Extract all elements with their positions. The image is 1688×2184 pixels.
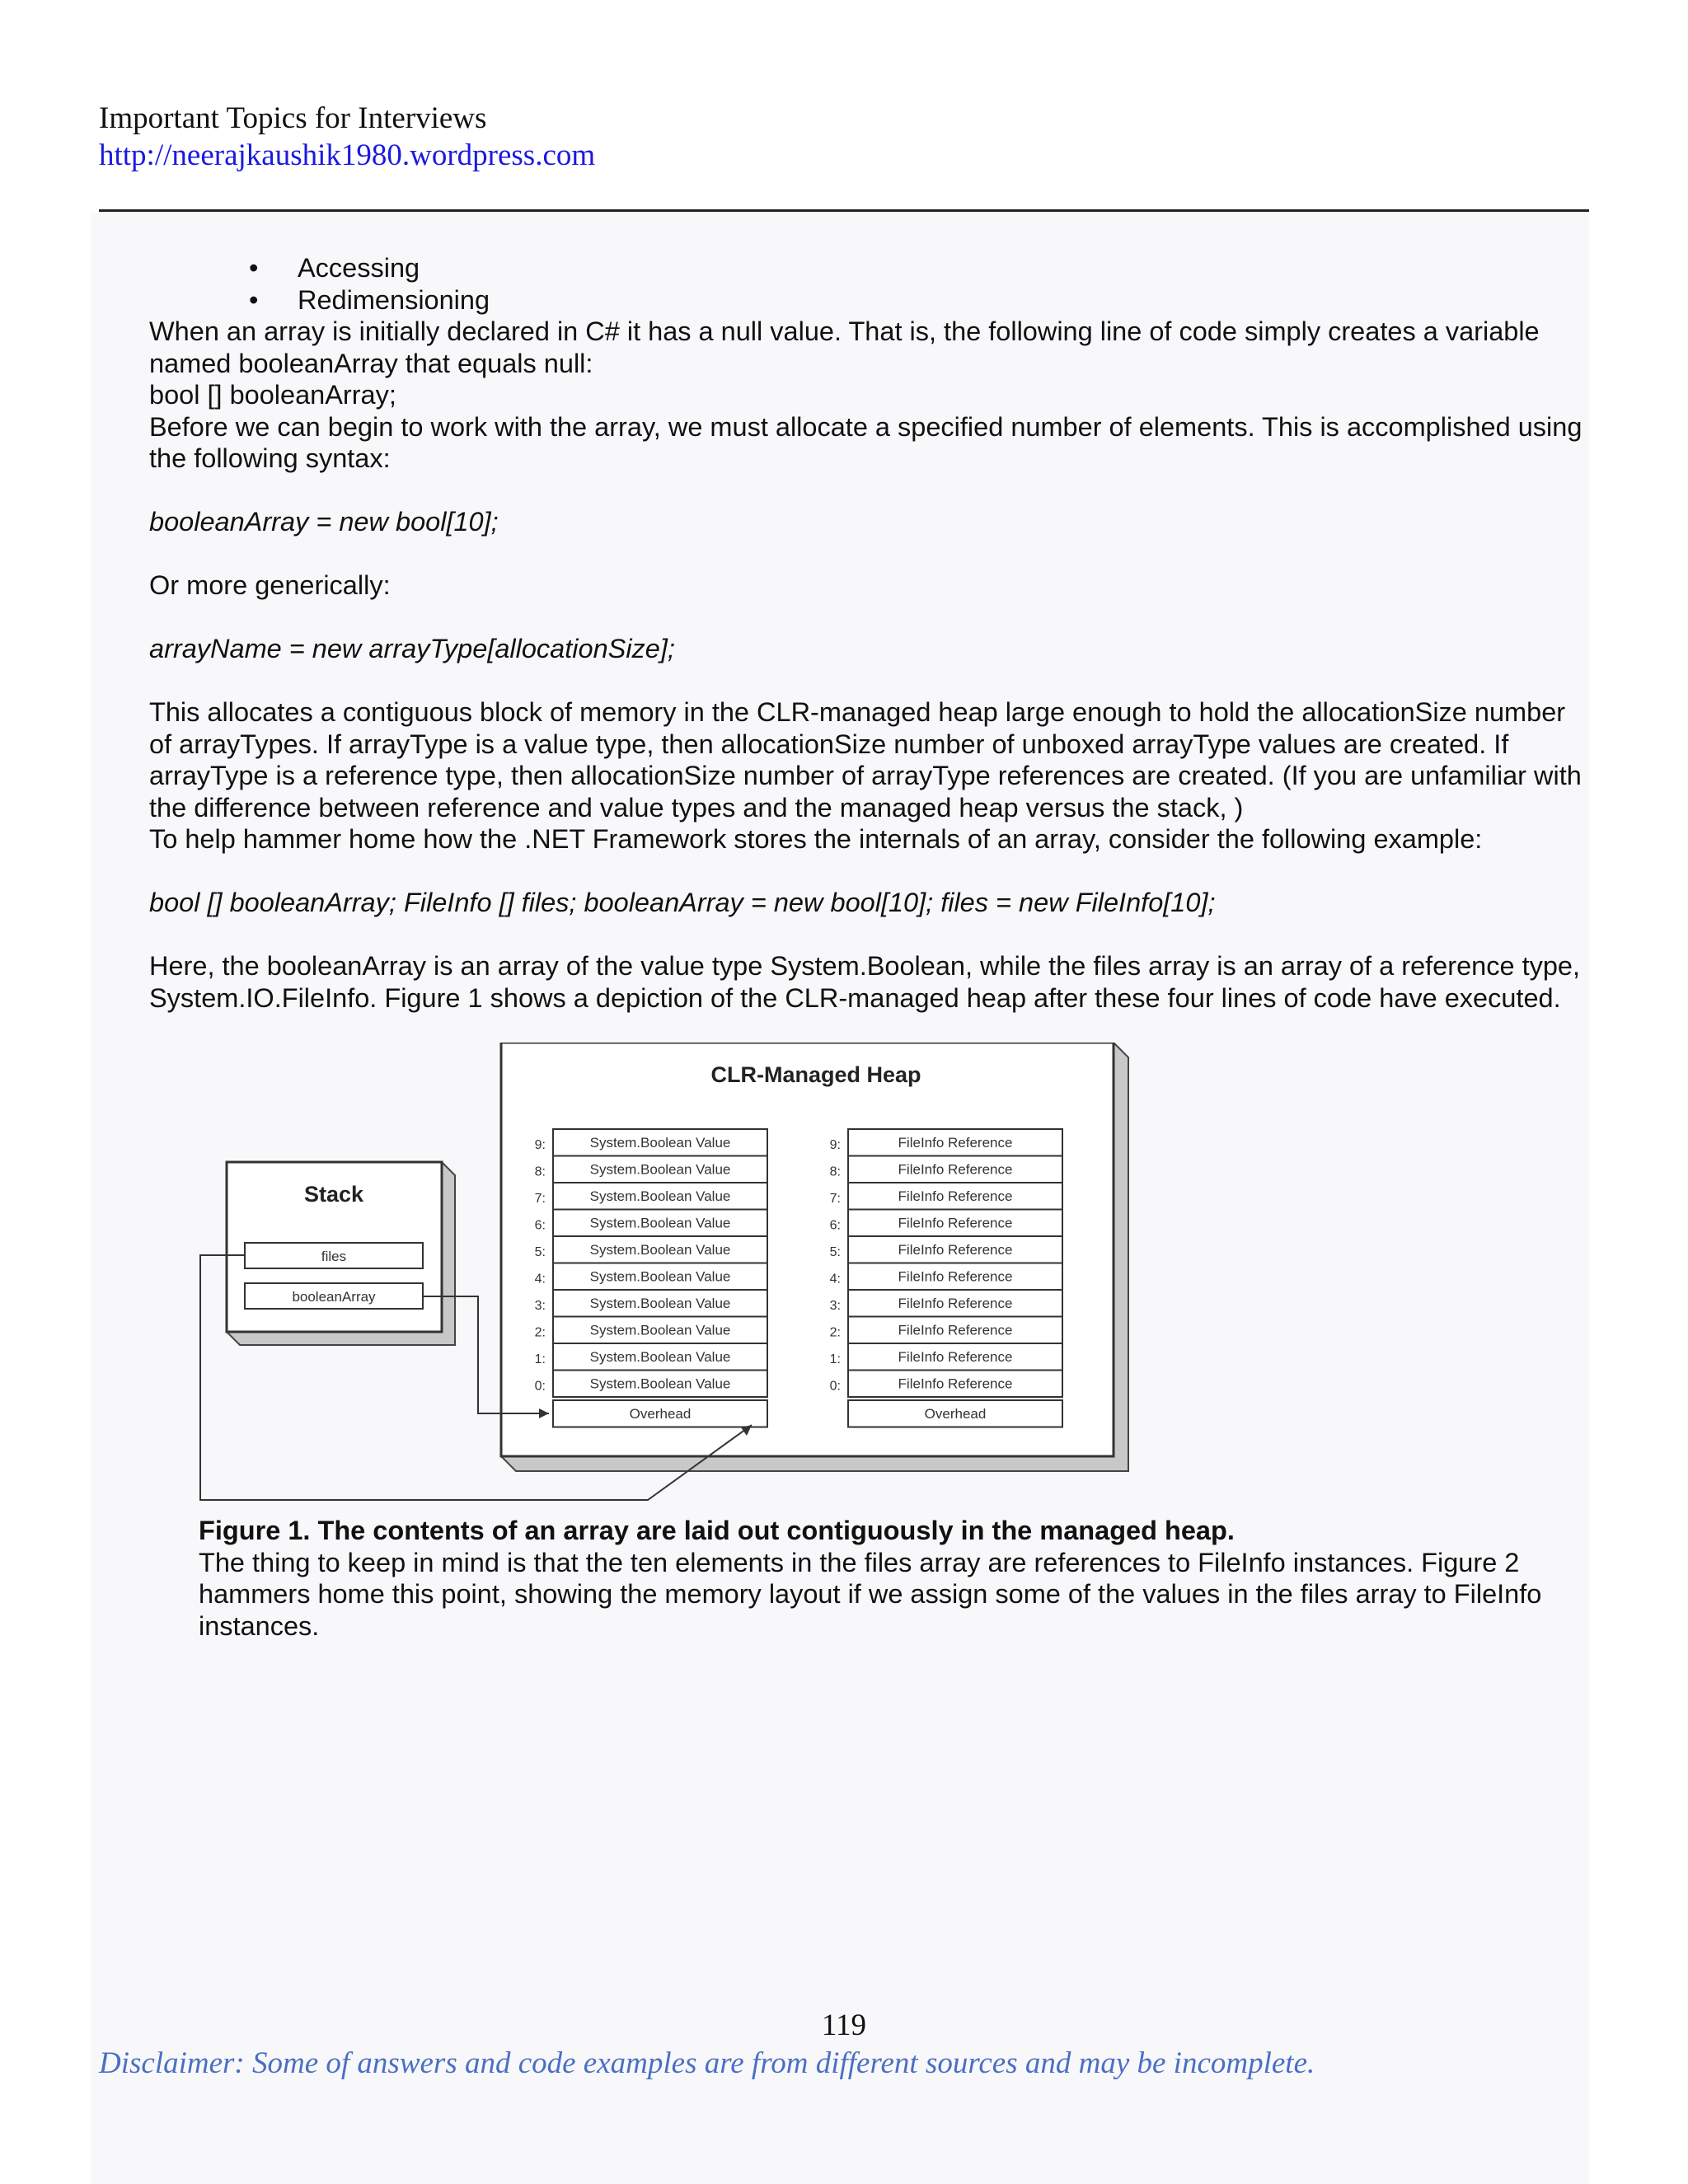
paragraph: Before we can begin to work with the array, we must allocate a specified number of elements. This is accomplished using the following syntax:: [149, 411, 1582, 473]
paragraph: To help hammer home how the .NET Framework stores the internals of an array, consider the following example:: [149, 824, 1483, 854]
cell-label: FileInfo Reference: [898, 1349, 1013, 1365]
bullet-item: [149, 252, 1583, 284]
code-line: bool [] booleanArray;: [149, 380, 396, 410]
index-label: 0:: [534, 1379, 546, 1394]
paragraph: This allocates a contiguous block of memory in the CLR-managed heap large enough to hold the allocationSize number of arrayTypes. If arrayType is a value type, then allocationSize number of unboxed arrayType values are created. If arrayType is a reference type, then allocationSize number of arrayType references are created. (If you are unfamiliar with the difference between reference and value types and the managed heap versus the stack, ): [149, 697, 1582, 823]
index-label: 1:: [829, 1352, 841, 1366]
index-label: 5:: [829, 1245, 841, 1259]
cell-label: FileInfo Reference: [898, 1376, 1013, 1392]
bullet-label: Accessing: [298, 253, 420, 283]
index-label: 0:: [829, 1379, 841, 1394]
code-line: arrayName = new arrayType[allocationSize];: [149, 634, 675, 663]
fileinfo-array-column: [830, 1129, 1062, 1427]
cell-label: System.Boolean Value: [589, 1215, 731, 1231]
cell-label: FileInfo Reference: [898, 1268, 1013, 1285]
bullet-icon: •: [249, 284, 259, 315]
overhead-label: Overhead: [924, 1406, 987, 1422]
index-label: 2:: [534, 1325, 546, 1340]
index-label: 2:: [829, 1325, 841, 1340]
index-label: 9:: [829, 1138, 841, 1152]
cell-label: System.Boolean Value: [589, 1188, 731, 1204]
spacer: [149, 475, 1583, 507]
cell-label: FileInfo Reference: [898, 1242, 1013, 1258]
index-label: 1:: [534, 1352, 546, 1366]
cell-label: FileInfo Reference: [898, 1215, 1013, 1231]
stack-item-label: booleanArray: [292, 1289, 376, 1305]
caption-title: Figure 1. The contents of an array are laid out contiguously in the managed heap.: [199, 1516, 1235, 1545]
stack-item-label: files: [321, 1249, 347, 1264]
spacer: [149, 602, 1583, 634]
figure-caption: [199, 1515, 1592, 1642]
spacer: [149, 919, 1583, 951]
cell-label: System.Boolean Value: [589, 1135, 731, 1151]
bullet-item: [149, 284, 1583, 316]
cell-label: FileInfo Reference: [898, 1161, 1013, 1178]
cell-label: System.Boolean Value: [589, 1296, 731, 1311]
page-number: 119: [821, 2008, 867, 2042]
spacer: [149, 665, 1583, 697]
paragraph: When an array is initially declared in C# it has a null value. That is, the following line of code simply creates a variable named booleanArray that equals null:: [149, 316, 1540, 378]
heap-title: CLR-Managed Heap: [710, 1062, 921, 1087]
caption-text: The thing to keep in mind is that the ten elements in the files array are references to FileInfo instances. Figure 2 hammers home this point, showing the memory layout if we assign some of the values in the files array to FileInfo instances.: [199, 1547, 1542, 1641]
index-label: 6:: [829, 1218, 841, 1233]
index-label: 7:: [829, 1192, 841, 1206]
index-label: 9:: [534, 1138, 546, 1152]
header-divider: [99, 209, 1589, 212]
index-label: 3:: [829, 1299, 841, 1313]
index-label: 4:: [829, 1272, 841, 1286]
paragraph: Here, the booleanArray is an array of the value type System.Boolean, while the files array is an array of a reference type, System.IO.FileInfo. Figure 1 shows a depiction of the CLR-managed heap after these four lines of code have executed.: [149, 951, 1581, 1013]
cell-label: System.Boolean Value: [589, 1242, 731, 1258]
cell-label: System.Boolean Value: [589, 1376, 731, 1392]
index-label: 8:: [829, 1165, 841, 1179]
cell-label: FileInfo Reference: [898, 1296, 1013, 1311]
cell-label: System.Boolean Value: [589, 1268, 731, 1285]
cell-label: System.Boolean Value: [589, 1161, 731, 1178]
overhead-label: Overhead: [629, 1406, 692, 1422]
cell-label: System.Boolean Value: [589, 1349, 731, 1365]
spacer: [149, 855, 1583, 888]
bullet-label: Redimensioning: [298, 284, 490, 315]
cell-label: FileInfo Reference: [898, 1188, 1013, 1204]
index-label: 4:: [534, 1272, 546, 1286]
body-text: [149, 252, 1583, 1014]
header-url-link[interactable]: http://neerajkaushik1980.wordpress.com: [99, 138, 596, 172]
index-label: 8:: [534, 1165, 546, 1179]
index-label: 3:: [534, 1299, 546, 1313]
cell-label: System.Boolean Value: [589, 1322, 731, 1338]
index-label: 6:: [534, 1218, 546, 1233]
heap-diagram: [190, 1043, 1137, 1504]
index-label: 7:: [534, 1192, 546, 1206]
index-label: 5:: [534, 1245, 546, 1259]
paragraph: Or more generically:: [149, 570, 391, 600]
stack-title: Stack: [303, 1182, 364, 1207]
cell-label: FileInfo Reference: [898, 1322, 1013, 1338]
disclaimer: Disclaimer: Some of answers and code examples are from different sources and may be incomplete.: [99, 2046, 1315, 2080]
header-title: Important Topics for Interviews: [99, 101, 487, 135]
spacer: [149, 538, 1583, 570]
figure-clr-heap: [190, 1043, 1137, 1504]
bool-array-column: [535, 1129, 767, 1427]
bullet-icon: •: [249, 253, 259, 283]
code-line: bool [] booleanArray; FileInfo [] files; booleanArray = new bool[10]; files = new FileInfo[10];: [149, 888, 1216, 917]
code-line: booleanArray = new bool[10];: [149, 507, 499, 537]
cell-label: FileInfo Reference: [898, 1135, 1013, 1151]
